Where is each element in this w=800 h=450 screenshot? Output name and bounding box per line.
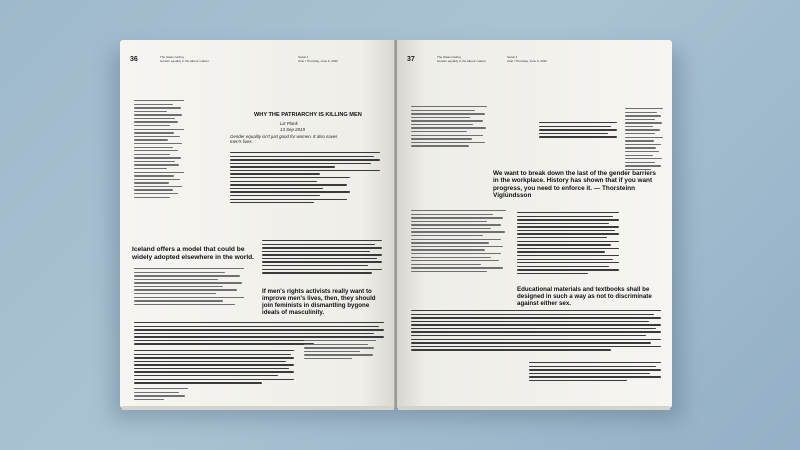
left-running-subtitle: Gender equality in the labour market xyxy=(160,59,209,63)
right-body-column-2 xyxy=(539,122,617,140)
left-page-edge xyxy=(122,406,394,410)
left-data-table xyxy=(134,100,189,200)
left-date: 13 Sep 2019 xyxy=(280,127,305,132)
left-pull-quote: Iceland offers a model that could be widely adopted elsewhere in the world. xyxy=(132,246,255,261)
left-footnote xyxy=(134,388,194,402)
left-pull-quote-2: If men's rights activists really want to improve men's lives, then, they should join feminists in dismantling bygone ideals of masculinity. xyxy=(262,288,376,316)
left-sidebar-notes xyxy=(304,340,384,361)
right-body-bottom xyxy=(411,310,661,353)
left-body-column-2 xyxy=(262,240,382,276)
right-body-bottom-2 xyxy=(529,362,661,383)
right-body-column-3 xyxy=(411,210,511,274)
left-numbered-rows xyxy=(134,268,254,307)
left-section-label: Serial 1 xyxy=(298,55,309,59)
left-byline: Liz Plank xyxy=(280,121,298,126)
right-edition: Oslo / Thursday, June 9, 2022 xyxy=(507,59,547,63)
left-edition-block xyxy=(298,55,338,63)
left-kicker: WHY THE PATRIARCHY IS KILLING MEN xyxy=(254,112,362,118)
right-folio: 37 xyxy=(407,56,415,63)
left-folio: 36 xyxy=(130,56,138,63)
right-running-subtitle: Gender equality in the labour market xyxy=(437,59,486,63)
right-edition-block xyxy=(507,55,547,63)
left-edition: Oslo / Thursday, June 9, 2022 xyxy=(298,59,338,63)
right-page xyxy=(397,40,672,408)
right-section-label: Serial 1 xyxy=(507,55,518,59)
left-page xyxy=(120,40,395,408)
left-running-header xyxy=(160,55,209,63)
right-pull-quote: We want to break down the last of the gender barriers in the workplace. History has shown that if you want progress, you need to enforce it. — Thorsteinn Víglúndsson xyxy=(493,170,656,199)
right-page-edge xyxy=(398,406,670,410)
left-lede: Gender equality isn't just good for women. It also saves men's lives. xyxy=(230,134,338,145)
right-pull-quote-2: Educational materials and textbooks shall be designed in such a way as not to discriminate against either sex. xyxy=(517,286,652,308)
left-running-title: The Glass Ceiling xyxy=(160,55,184,59)
left-body-bottom-2 xyxy=(134,350,294,386)
right-running-header xyxy=(437,55,486,63)
right-margin-notes xyxy=(625,108,665,172)
left-body-column xyxy=(230,152,380,206)
right-body-column-4 xyxy=(517,212,619,276)
right-body-column-1 xyxy=(411,106,491,149)
right-running-title: The Glass Ceiling xyxy=(437,55,461,59)
